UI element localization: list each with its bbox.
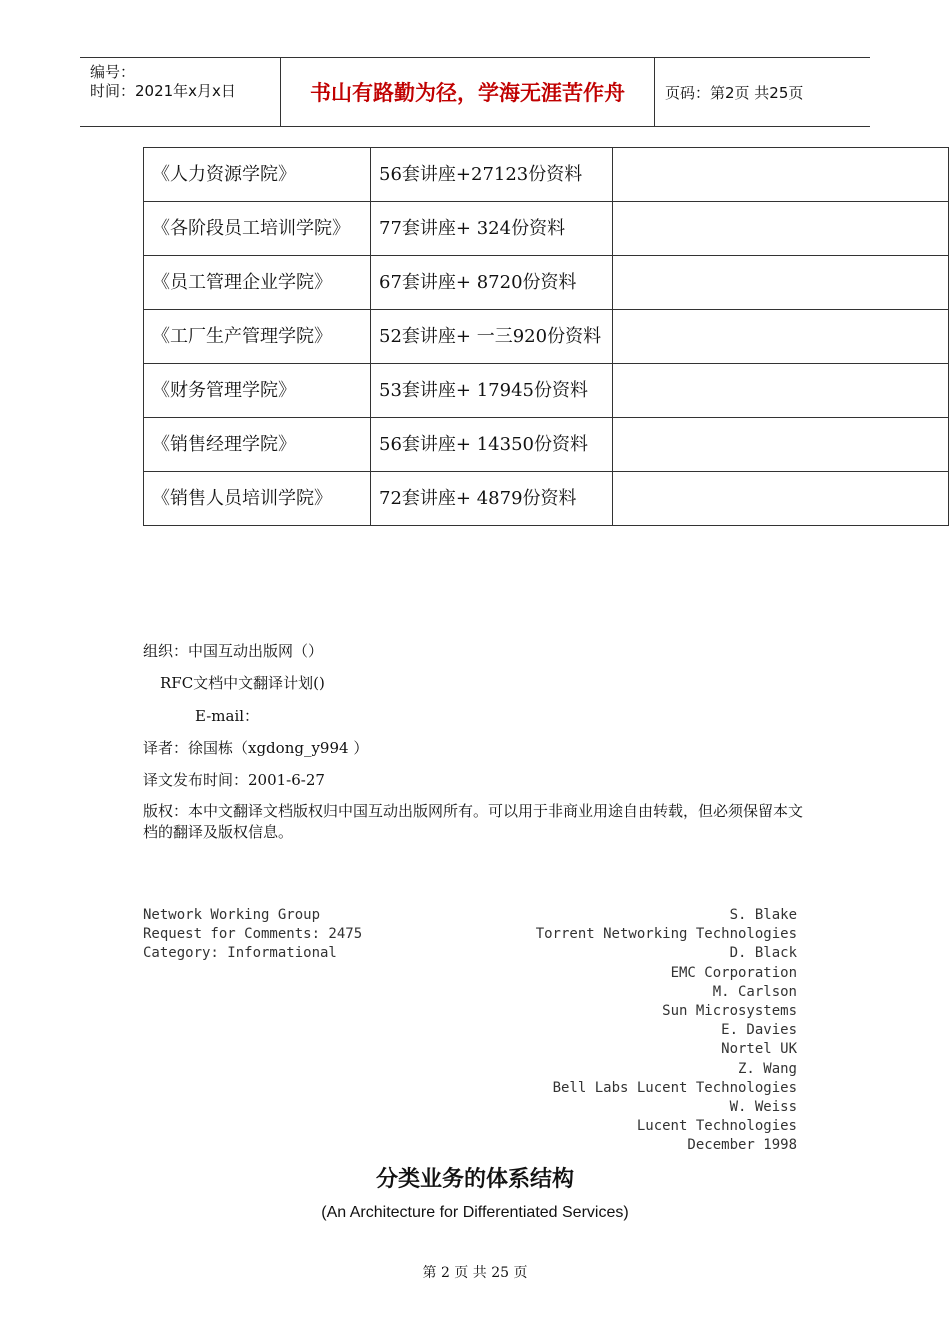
table-cell-name: 《财务管理学院》 — [144, 364, 371, 418]
rfc-author-line: W. Weiss — [729, 1099, 797, 1116]
table-cell-extra — [613, 256, 949, 310]
copyright-line: 版权：本中文翻译文档版权归中国互动出版网所有。可以用于非商业用途自由转载，但必须保留本文档的翻译及版权信息。 — [143, 802, 804, 841]
header-meta-cell — [80, 58, 281, 126]
table-cell-content: 77套讲座+ 324份资料 — [371, 202, 613, 256]
table-row — [144, 202, 949, 256]
document-title: 分类业务的体系结构 — [375, 1167, 574, 1192]
table-cell-extra — [613, 472, 949, 526]
table-cell-content: 53套讲座+ 17945份资料 — [371, 364, 613, 418]
table-cell-content: 56套讲座+27123份资料 — [371, 148, 613, 202]
table-cell-content: 67套讲座+ 8720份资料 — [371, 256, 613, 310]
table-cell-content: 56套讲座+ 14350份资料 — [371, 418, 613, 472]
rfc-author-line: Torrent Networking Technologies — [535, 926, 797, 943]
table-cell-extra — [613, 310, 949, 364]
table-row — [144, 364, 949, 418]
rfc-author-line: Sun Microsystems — [662, 1003, 797, 1020]
table-cell-content: 72套讲座+ 4879份资料 — [371, 472, 613, 526]
table-cell-name: 《员工管理企业学院》 — [144, 256, 371, 310]
rfc-left-line: Request for Comments: 2475 — [143, 926, 363, 943]
rfc-author-line: D. Black — [729, 945, 797, 962]
rfc-authors-block — [536, 906, 797, 1156]
translator-line: 译者：徐国栋（xgdong_y994 ） — [143, 739, 369, 757]
table-row — [144, 148, 949, 202]
document-subtitle: (An Architecture for Differentiated Services) — [321, 1204, 629, 1221]
table-row — [144, 472, 949, 526]
table-cell-extra — [613, 202, 949, 256]
table-cell-name: 《销售经理学院》 — [144, 418, 371, 472]
table-cell-name: 《人力资源学院》 — [144, 148, 371, 202]
time-label: 时间：2021年x月x日 — [90, 82, 236, 100]
rfc-left-line: Network Working Group — [143, 907, 321, 923]
rfc-author-line: Z. Wang — [737, 1060, 797, 1077]
rfc-author-line: Bell Labs Lucent Technologies — [552, 1079, 797, 1096]
rfc-author-line: S. Blake — [729, 907, 797, 923]
table-cell-extra — [613, 364, 949, 418]
rfc-left-line: Category: Informational — [143, 945, 337, 962]
header-page-info: 页码：第2页 共25页 — [665, 83, 804, 102]
page-header — [80, 57, 870, 127]
table-cell-name: 《销售人员培训学院》 — [144, 472, 371, 526]
rfc-author-line: M. Carlson — [712, 983, 797, 1000]
table-cell-extra — [613, 148, 949, 202]
page-footer: 第 2 页 共 25 页 — [422, 1265, 528, 1281]
date-line: 译文发布时间：2001-6-27 — [143, 771, 325, 789]
rfc-author-line: E. Davies — [721, 1022, 797, 1039]
table-row — [144, 256, 949, 310]
rfc-left-block — [143, 906, 362, 964]
header-motto: 书山有路勤为径，学海无涯苦作舟 — [281, 58, 655, 126]
table-cell-extra — [613, 418, 949, 472]
rfc-date-line: December 1998 — [687, 1137, 797, 1154]
table-cell-name: 《工厂生产管理学院》 — [144, 310, 371, 364]
org-line: 组织：中国互动出版网（） — [143, 642, 324, 660]
course-library-table — [143, 147, 949, 526]
rfc-author-line: EMC Corporation — [670, 964, 797, 981]
email-line: E-mail： — [195, 707, 260, 725]
plan-line: RFC文档中文翻译计划() — [160, 674, 325, 692]
rfc-author-line: Nortel UK — [721, 1041, 797, 1058]
table-cell-content: 52套讲座+ 一三920份资料 — [371, 310, 613, 364]
table-row — [144, 310, 949, 364]
table-cell-name: 《各阶段员工培训学院》 — [144, 202, 371, 256]
rfc-author-line: Lucent Technologies — [636, 1118, 797, 1135]
number-label: 编号： — [90, 63, 136, 81]
table-row — [144, 418, 949, 472]
